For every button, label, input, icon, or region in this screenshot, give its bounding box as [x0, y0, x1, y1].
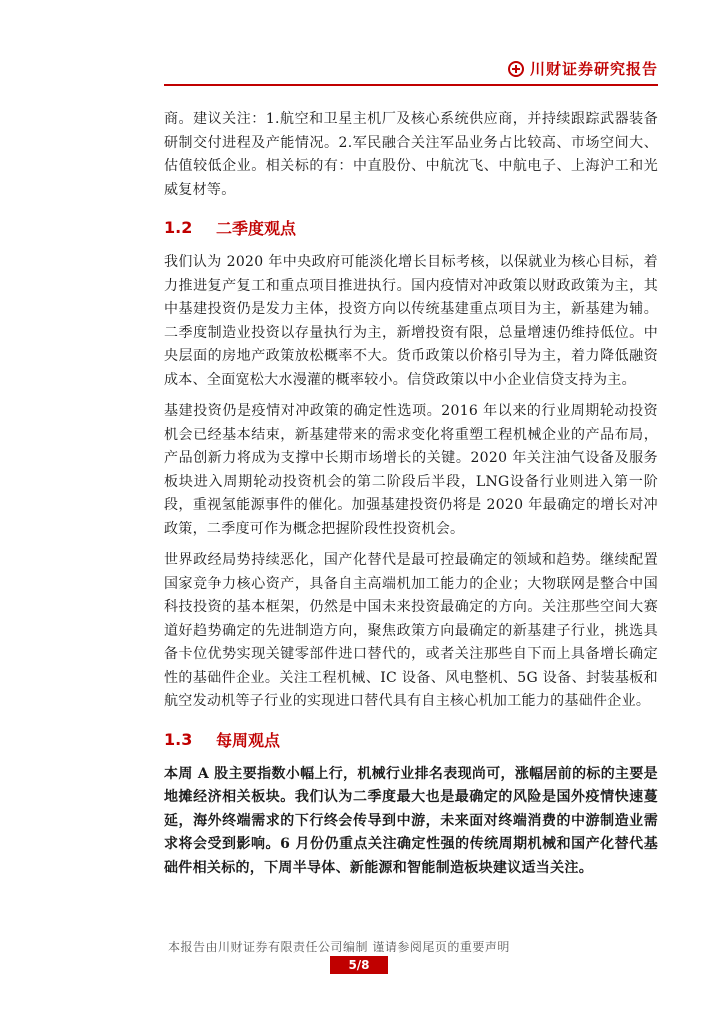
header-divider — [164, 84, 658, 86]
section-title: 二季度观点 — [216, 219, 297, 238]
section-title: 每周观点 — [216, 730, 281, 750]
report-brand — [508, 58, 658, 79]
brand-name: 川财证券研究报告 — [529, 60, 658, 78]
section-1-2-paragraph-1: 我们认为 2020 年中央政府可能淡化增长目标考核，以保就业为核心目标，着力推进复产复工和重点项目推进执行。国内疫情对冲政策以财政政策为主，其中基建投资仍是发力主体，投资方向以传统基建重点项目为主，新基建为辅。二季度制造业投资以存量执行为主，新增投资有限，总量增速仍维持低位。中央层面的房地产政策放松概率不大。货币政策以价格引导为主，着力降低融资成本、全面宽松大水漫灌的概率较小。信贷政策以中小企业信贷支持为主。 — [164, 254, 658, 388]
intro-paragraph: 商。建议关注：1.航空和卫星主机厂及核心系统供应商，并持续跟踪武器装备研制交付进程及产能情况。2.军民融合关注军品业务占比较高、市场空间大、估值较低企业。相关标的有：中直股份、中航沈飞、中航电子、上海沪工和光威复材等。 — [164, 111, 658, 198]
section-heading-1-3 — [164, 728, 658, 751]
page-indicator: 5/8 — [330, 956, 388, 974]
weekly-view-paragraph: 本周 A 股主要指数小幅上行，机械行业排名表现尚可，涨幅居前的标的主要是地摊经济相关板块。我们认为二季度最大也是最确定的风险是国外疫情快速蔓延，海外终端需求的下行终会传导到中游，未来面对终端消费的中游制造业需求将会受到影响。6 月份仍重点关注确定性强的传统周期机械和国产化替代基础件相关标的，下周半导体、新能源和智能制造板块建议适当关注。 — [164, 765, 658, 876]
section-number: 1.3 — [164, 729, 193, 749]
section-1-2-paragraph-3: 世界政经局势持续恶化，国产化替代是最可控最确定的领域和趋势。继续配置国家竞争力核心资产，具备自主高端机加工能力的企业；大物联网是整合中国科技投资的基本框架，仍然是中国未来投资最确定的方向。关注那些空间大赛道好趋势确定的先进制造方向，聚焦政策方向最确定的新基建子行业，挑选具备卡位优势实现关键零部件进口替代的，或者关注那些自下而上具备增长确定性的基础件企业。关注工程机械、IC 设备、风电整机、5G 设备、封装基板和航空发动机等子行业的实现进口替代具有自主核心机加工能力的基础件企业。 — [164, 552, 658, 709]
footer-disclaimer: 本报告由川财证券有限责任公司编制 谨请参阅尾页的重要声明 — [168, 940, 510, 954]
section-1-2-paragraph-2: 基建投资仍是疫情对冲政策的确定性选项。2016 年以来的行业周期轮动投资机会已经基本结束，新基建带来的需求变化将重塑工程机械企业的产品布局，产品创新力将成为支撑中长期市场增长的关键。2020 年关注油气设备及服务板块进入周期轮动投资机会的第二阶段后半段，LNG设备行业则进入第一阶段，重视氢能源事件的催化。加强基建投资仍将是 2020 年最确定的增长对冲政策，二季度可作为概念把握阶段性投资机会。 — [164, 403, 658, 537]
section-number: 1.2 — [164, 218, 193, 237]
chuancai-logo-icon — [508, 61, 524, 77]
section-heading-1-2 — [164, 216, 658, 239]
report-body — [164, 108, 658, 888]
